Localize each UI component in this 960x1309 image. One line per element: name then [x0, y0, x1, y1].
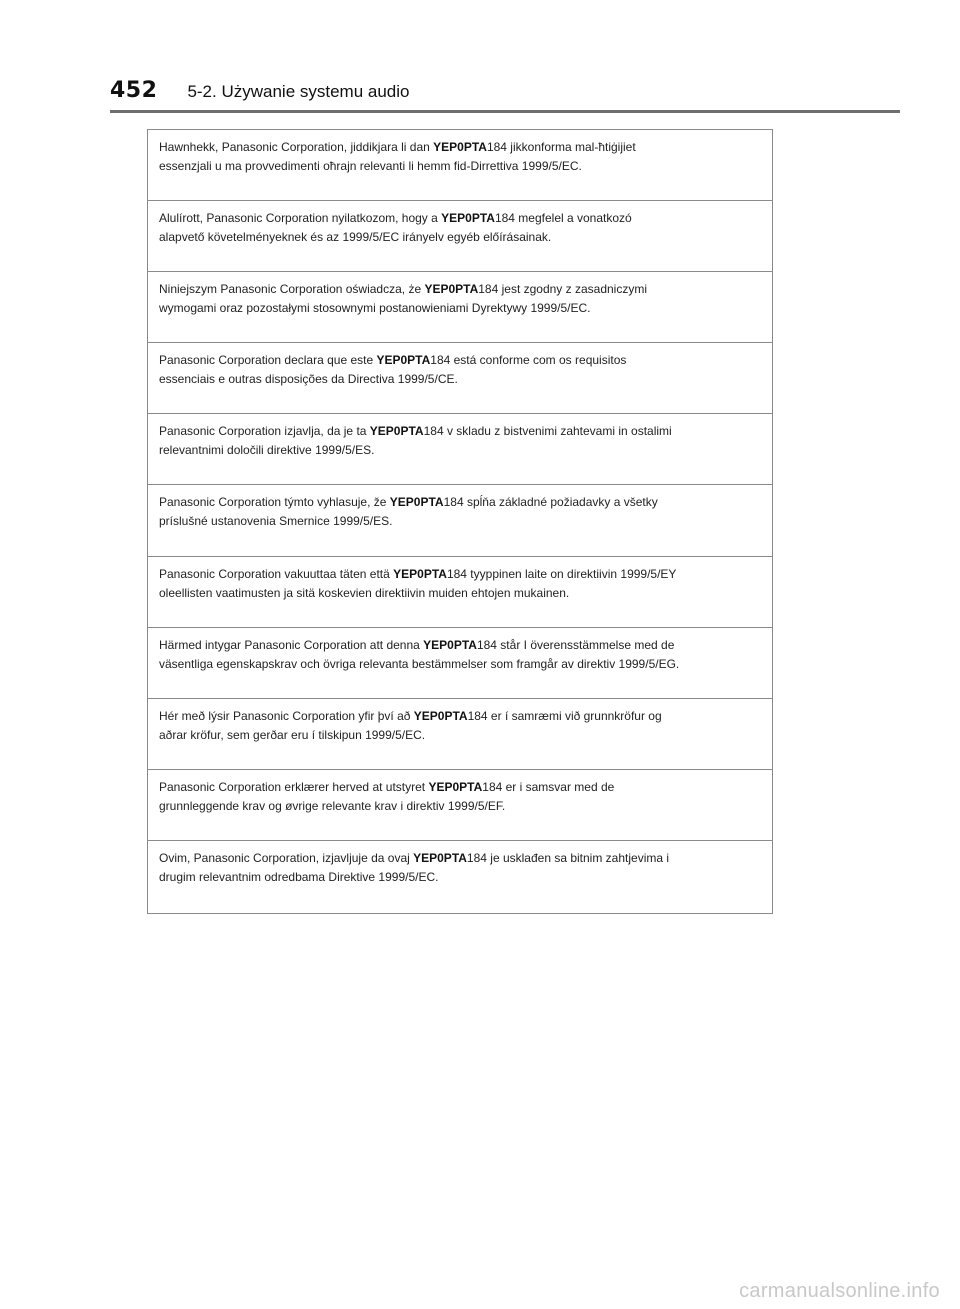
declaration-row [148, 201, 772, 272]
declaration-line-2: alapvető követelményeknek és az 1999/5/EC irányelv egyéb előírásainak. [159, 230, 552, 245]
declaration-line-1 [159, 493, 764, 512]
declaration-row [148, 699, 772, 770]
declaration-text: Ovim, Panasonic Corporation, izjavljuje da ovaj [159, 850, 414, 865]
declaration-text: 184 spĺňa základné požiadavky a všetky [443, 495, 658, 510]
declaration-line-1 [159, 351, 764, 370]
declaration-text: Panasonic Corporation declara que este [159, 353, 377, 368]
declaration-text: Härmed intygar Panasonic Corporation att denna [159, 637, 424, 652]
declaration-line-1 [159, 280, 764, 299]
declaration-text: 184 tyyppinen laite on direktiivin 1999/5/EY [446, 566, 677, 581]
declaration-text: 184 v skladu z bistvenimi zahtevami in ostalimi [423, 424, 672, 439]
product-code: YEP0PTA [369, 424, 424, 439]
declaration-line-1 [159, 849, 764, 868]
declaration-text: 184 está conforme com os requisitos [430, 353, 627, 368]
declaration-row [148, 414, 772, 485]
product-code: YEP0PTA [428, 779, 483, 794]
product-code: YEP0PTA [393, 566, 447, 581]
declaration-line-2: wymogami oraz pozostałymi stosownymi postanowieniami Dyrektywy 1999/5/EC. [159, 301, 591, 316]
product-code: YEP0PTA [389, 495, 444, 510]
header-divider [110, 110, 900, 113]
product-code: YEP0PTA [413, 708, 468, 723]
declaration-text: 184 er í samræmi við grunnkröfur og [467, 708, 662, 723]
page-header [110, 78, 409, 108]
page-number: 452 [110, 78, 158, 103]
declaration-row [148, 557, 772, 628]
declaration-text: Panasonic Corporation erklærer herved at utstyret [159, 779, 429, 794]
declaration-line-1 [159, 209, 764, 228]
product-code: YEP0PTA [376, 353, 431, 368]
product-code: YEP0PTA [424, 282, 479, 297]
declaration-text: 184 megfelel a vonatkozó [494, 211, 632, 226]
declaration-line-1 [159, 565, 764, 584]
declaration-line-2: aðrar kröfur, sem gerðar eru í tilskipun 1999/5/EC. [159, 727, 426, 742]
declaration-line-1 [159, 707, 764, 726]
declaration-text: 184 je usklađen sa bitnim zahtjevima i [466, 850, 670, 865]
product-code: YEP0PTA [433, 140, 487, 154]
declaration-row [148, 628, 772, 699]
declaration-text: 184 står I överensstämmelse med de [476, 637, 675, 652]
declaration-line-1 [159, 778, 764, 797]
declaration-text: Panasonic Corporation týmto vyhlasuje, že [159, 495, 390, 510]
declaration-row [148, 130, 772, 201]
declaration-line-2: príslušné ustanovenia Smernice 1999/5/ES. [159, 514, 393, 529]
section-title: 5-2. Używanie systemu audio [187, 82, 410, 101]
watermark: carmanualsonline.info [739, 1280, 940, 1302]
declaration-text: Niniejszym Panasonic Corporation oświadcza, że [159, 282, 425, 297]
declaration-row [148, 770, 772, 841]
declaration-line-2: oleellisten vaatimusten ja sitä koskevien direktiivin muiden ehtojen mukainen. [159, 585, 570, 600]
declaration-line-2: grunnleggende krav og øvrige relevante krav i direktiv 1999/5/EF. [159, 798, 506, 813]
declaration-text: Hawnhekk, Panasonic Corporation, jiddikjara li dan [159, 140, 434, 154]
declaration-text: Panasonic Corporation vakuuttaa täten että [159, 566, 394, 581]
product-code: YEP0PTA [413, 850, 467, 865]
declaration-line-2: relevantnimi določili direktive 1999/5/ES. [159, 443, 375, 458]
declaration-line-1 [159, 138, 764, 157]
declaration-line-2: drugim relevantnim odredbama Direktive 1999/5/EC. [159, 869, 439, 884]
declaration-text: 184 jest zgodny z zasadniczymi [478, 282, 647, 297]
declaration-row [148, 485, 772, 556]
declaration-line-2: väsentliga egenskapskrav och övriga relevanta bestämmelser som framgår av direktiv 1999/5/EG. [159, 656, 680, 671]
declaration-line-1 [159, 636, 764, 655]
declaration-row [148, 272, 772, 343]
declaration-text: Panasonic Corporation izjavlja, da je ta [159, 424, 370, 439]
declaration-text: 184 jikkonforma mal-ħtiġijiet [486, 140, 636, 154]
declaration-line-2: essenzjali u ma provvedimenti oħrajn relevanti li hemm fid-Dirrettiva 1999/5/EC. [159, 159, 582, 173]
declarations-table [147, 129, 773, 914]
declaration-line-2: essenciais e outras disposições da Directiva 1999/5/CE. [159, 372, 458, 387]
declaration-text: Alulírott, Panasonic Corporation nyilatkozom, hogy a [159, 211, 442, 226]
declaration-row [148, 841, 772, 913]
declaration-text: Hér með lýsir Panasonic Corporation yfir því að [159, 708, 414, 723]
declaration-line-1 [159, 422, 764, 441]
declaration-row [148, 343, 772, 414]
declaration-text: 184 er i samsvar med de [482, 779, 615, 794]
product-code: YEP0PTA [423, 637, 477, 652]
product-code: YEP0PTA [441, 211, 495, 226]
